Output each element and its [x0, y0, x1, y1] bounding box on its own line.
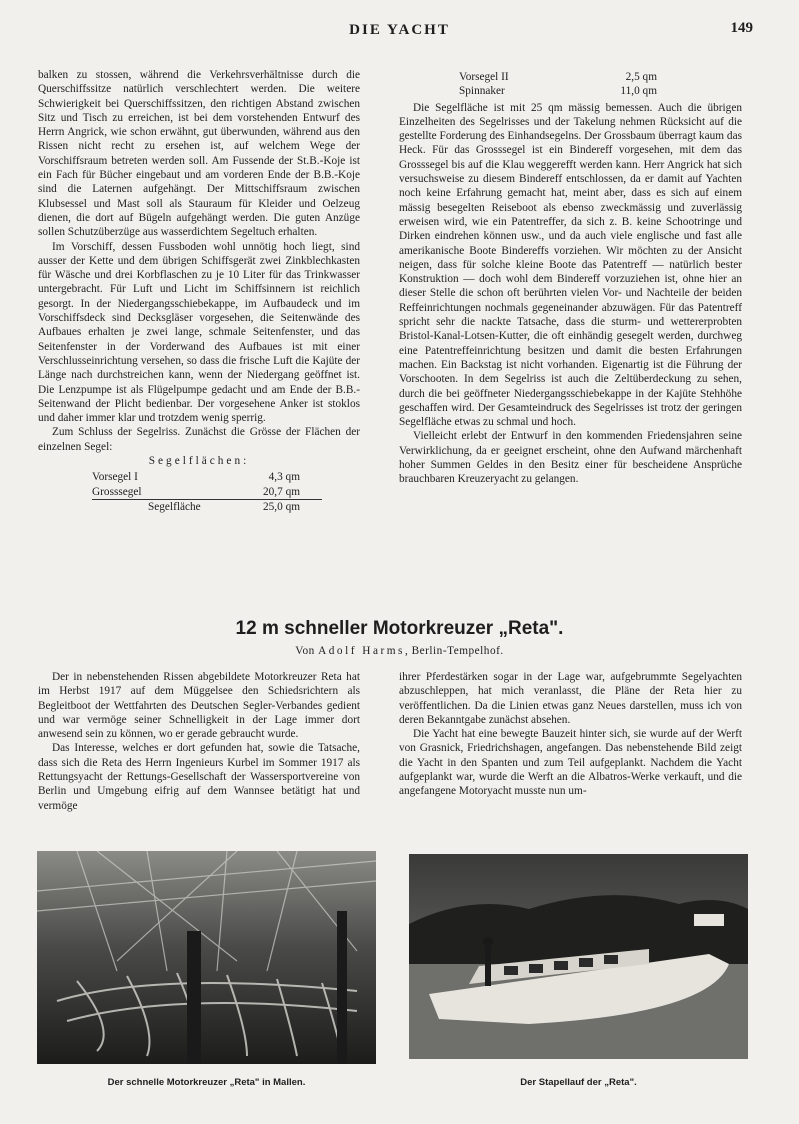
page-header-title: DIE YACHT [349, 22, 450, 38]
sail-name: Grosssegel [92, 485, 142, 498]
photo-caption-left: Der schnelle Motorkreuzer „Reta" in Mallen. [107, 1077, 306, 1088]
photo-boat-launch [409, 854, 748, 1059]
table-row [92, 485, 322, 500]
sail-value: 4,3 qm [268, 471, 300, 484]
left-column-bottom [38, 670, 360, 813]
sail-value: 20,7 qm [262, 485, 300, 498]
table-row [459, 84, 679, 98]
right-column-top [399, 68, 742, 487]
table-row [92, 470, 322, 484]
article-title: 12 m schneller Motorkreuzer „Reta". [235, 618, 564, 639]
page-number: 149 [730, 20, 753, 36]
table-row-total [92, 499, 322, 514]
photo-caption-right: Der Stapellauf der „Reta". [520, 1077, 637, 1088]
right-column-bottom [399, 670, 742, 799]
sail-name: Vorsegel II [459, 71, 509, 83]
sail-name: Spinnaker [459, 85, 505, 98]
shipyard-photo-image [37, 851, 376, 1064]
launch-photo-image [409, 854, 748, 1059]
sail-name: Vorsegel I [92, 471, 138, 484]
paragraph: Im Vorschiff, dessen Fussboden wohl unnötig hoch liegt, sind ausser der Kette und dem übrigen Schiffsgerät zwei Zinkblechkasten für Wäsche und drei Korbflaschen zu je 10 Liter für das Trinkwasser untergebracht. Für Luft und Licht im Schiffsinnern ist reichlich gesorgt. In der Niedergangsschiebekappe, im Aufbaudeck und im Vorschiffsdeck sind Decksgläser vorgesehen, die Seitenwände des Aufbaues erhalten je zwei lange, schmale Seitenfenster, und das Seitenfenster in der Vorderwand des Aufbaues ist mit einer Verschlusseinrichtung versehen, so dass die frische Luft die Kajüte der Länge nach durchstreichen kann, wenn der Niedergang geöffnet ist. Die Lenzpumpe ist als Flügelpumpe gedacht und am Ende der B.B.-Seitenwand der Plicht bedienbar. Der vorgesehene Anker ist stoklos und daher immer klar und trotzdem wenig sperrig. [38, 240, 360, 425]
byline-prefix: Von [295, 645, 315, 657]
sail-value: 2,5 qm [625, 71, 657, 83]
author-name: Adolf Harms [318, 645, 405, 657]
paragraph: Die Yacht hat eine bewegte Bauzeit hinter sich, sie wurde auf der Werft von Grasnick, Friedrichshagen, angefangen. Das nebenstehende Bild zeigt die Yacht in den Spanten und zum Teil aufgeplankt. Nachdem die Yacht aufgeplankt war, wurde die Werft an die Albatros-Werke verkauft, und die angefangene Motoryacht musste nun um- [399, 728, 742, 798]
paragraph: Das Interesse, welches er dort gefunden hat, sowie die Tatsache, dass sich die Reta des Herrn Ingenieurs Kurbel im Sommer 1917 als Rettungsyacht der Rettungs-Gesellschaft der Wassersportvereine von Berlin und Umgebung eifrig auf dem Wannsee betätigt hat und vermöge [38, 742, 360, 812]
photo-boat-in-frames [37, 851, 376, 1064]
sail-area-heading: Segelflächen: [148, 455, 250, 468]
byline [0, 645, 799, 657]
sail-area-table-continued [459, 70, 679, 99]
paragraph: Die Segelfläche ist mit 25 qm mässig bemessen. Auch die übrigen Einzelheiten des Segelrisses und der Takelung nehmen Rücksicht auf die gestellte Forderung des Einhandsegelns. Der Grossbaum überragt kaum das Heck. Für das Grosssegel ist ein Bindereff vorgesehen, mit dem das Grosssegel bis auf die Klau weggerefft werden kann. Herr Angrick hat sich versuchsweise zu diesem Bindereff entschlossen, da er damit auf Yachten noch keine Erfahrung gemacht hat, meint aber, dass es sich auf einem mässig besegelten Reiseboot als ebenso zweckmässig und zuverlässig erweisen wird, wie ein Patentreffer, da sich z. B. keine Schootringe und Dirken eindrehen können usw., und da auch viele englische und fast alle amerikanische Boote Bindereffs vorziehen. Wir möchten zu der Ansicht neigen, dass für solche kleine Boote das Patentreff — natürlich bester Konstruktion — doch wohl dem Bindereff vorzuziehen ist, ohne hier an dieser Stelle die schon oft berührten vielen Vor- und Nachteile der beiden Reffeinrichtungen nochmals gegeneinander abzuwägen. Für das Patentreff spricht sehr die nackte Tatsache, dass die sturm- und wettererprobten Bristol-Kanal-Lotsen-Kutter, die oft einhändig gesegelt werden, durchweg eine Patentreffeinrichtung besitzen und damit die besten Erfahrungen machen. Ein Backstag ist nicht vorhanden. Eigenartig ist die Führung der Vorschooten. In dem Segelriss ist auch die Zeltüberdeckung zu sehen, durch die bei geöffneter Niedergangsschiebekappe in der Kajüte Stehhöhe geschaffen wird. Der Gesamteindruck des Segelrisses ist trotz der geringen Segelfläche etwas zu schmal und hoch. [399, 101, 742, 429]
table-row [459, 70, 679, 84]
left-column-top [38, 68, 360, 516]
sail-area-table [92, 470, 322, 514]
paragraph: balken zu stossen, während die Verkehrsverhältnisse durch die Querschiffssitze natürlich verschlechtert werden. Die weitere Schwierigkeit bei Querschiffssitzen, den richtigen Abstand zwischen Sitz und Tisch zu erreichen, ist bei dem vorstehenden Entwurf des Herrn Angrick, wie schon erwähnt, gut überwunden, während aus den Rissen nicht recht zu ersehen ist, auf welchem Wege der Vorschiffsraum betreten werden soll. Am Fussende der St.B.-Koje ist ein Fach für Bücher eingebaut und am vorderen Ende der B.B.-Koje sind die Laternen aufgehängt. Der Mittschiffsraum zwischen Klubsessel und Mast soll als Stauraum für Kleider und Oelzeug dienen, die dort auf Bügeln aufgehängt werden. Die guten Anzüge sollen Schutzüberzüge aus wasserdichtem Segeltuch erhalten. [38, 69, 360, 239]
sail-value: 11,0 qm [620, 85, 657, 98]
paragraph: Vielleicht erlebt der Entwurf in den kommenden Friedensjahren seine Verwirklichung, da er geeignet erscheint, ohne den Aufwand märchenhaft hoher Summen Geldes in den Besitz einer für bescheidene Ansprüche brauchbaren Kreuzeryacht zu gelangen. [399, 430, 742, 486]
author-location: , Berlin-Tempelhof. [404, 645, 504, 657]
total-label: Segelfläche [92, 499, 207, 514]
paragraph: ihrer Pferdestärken sogar in der Lage war, aufgebrummte Segelyachten abzuschleppen, hat mich veranlasst, die Pläne der Reta hier zu veröffentlichen. Da die Linien etwas ganz Neues darstellen, muss ich von deren Bekanntgabe zunächst absehen. [399, 671, 742, 726]
total-value: 25,0 qm [207, 499, 322, 514]
paragraph: Zum Schluss der Segelriss. Zunächst die Grösse der Flächen der einzelnen Segel: [38, 426, 360, 453]
paragraph: Der in nebenstehenden Rissen abgebildete Motorkreuzer Reta hat im Herbst 1917 auf dem Müggelsee den Schiedsrichtern als Begleitboot der Wettfahrten des Deutschen Segler-Verbandes gedient und war vermöge seiner Schnelligkeit in der Lage immer dort anwesend sein zu können, wo er gerade gebraucht wurde. [38, 671, 360, 741]
